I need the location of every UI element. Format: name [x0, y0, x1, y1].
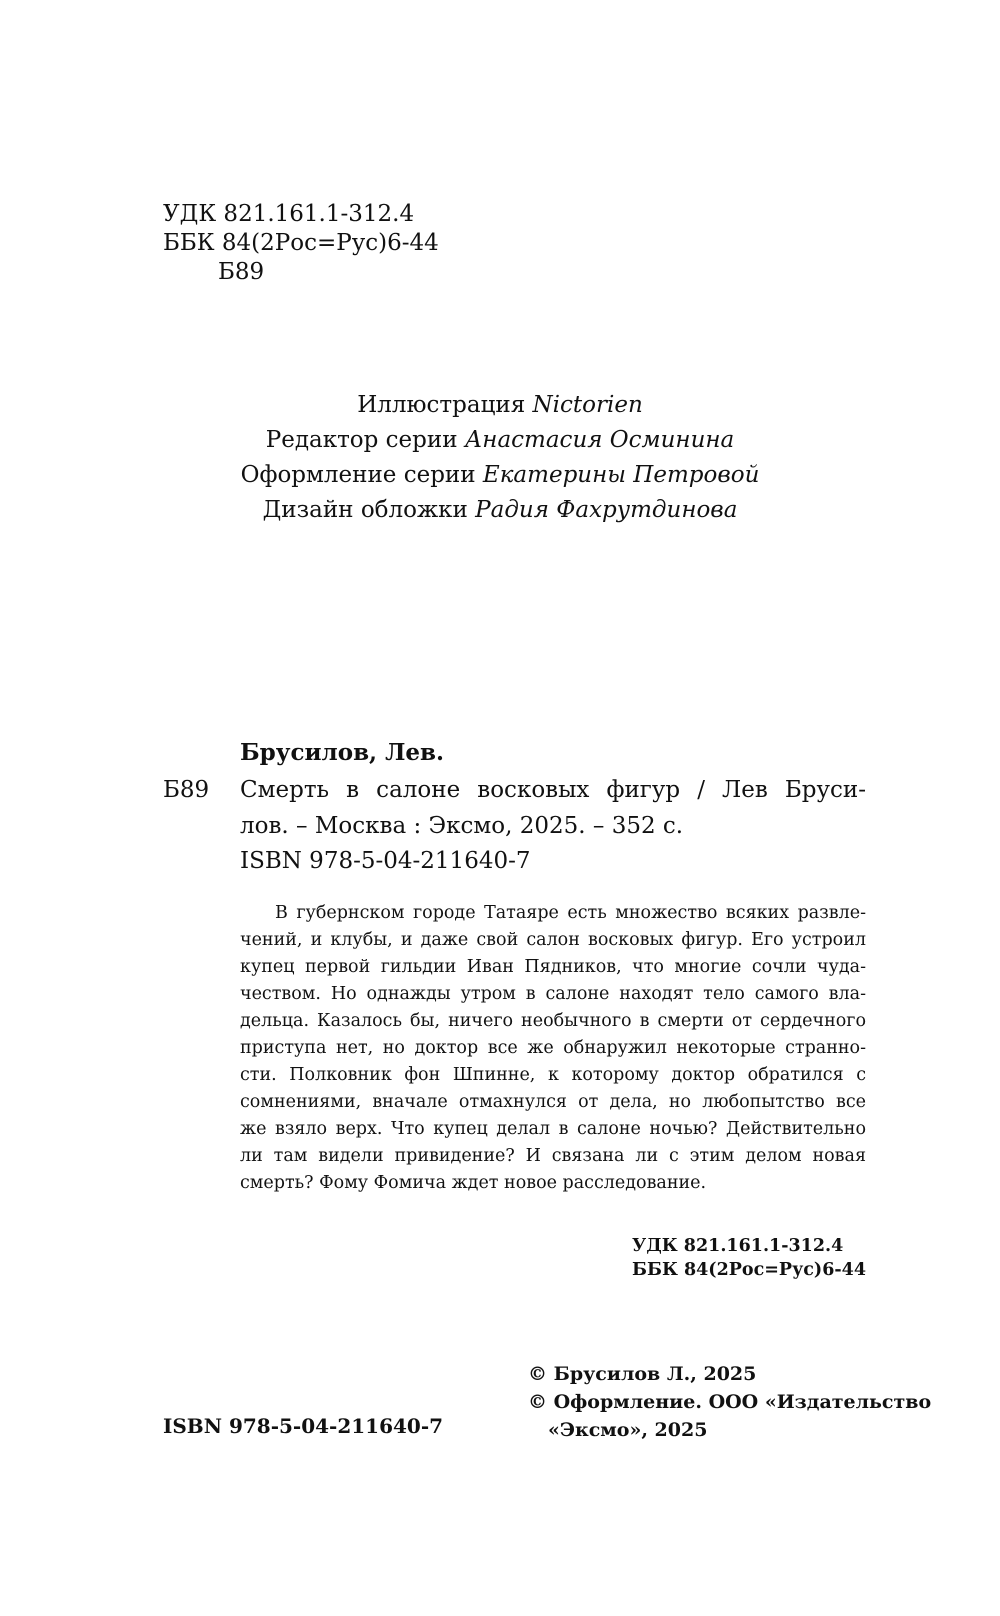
copyright-author: © Брусилов Л., 2025: [528, 1363, 757, 1385]
catalog-author: Брусилов, Лев.: [240, 739, 445, 766]
udk-code: УДК 821.161.1-312.4: [163, 201, 415, 227]
copyright-publisher: «Эксмо», 2025: [548, 1419, 708, 1441]
author-mark: Б89: [218, 259, 265, 285]
catalog-title-line-2: лов. – Москва : Эксмо, 2025. – 352 с.: [240, 813, 684, 839]
credit-cover-design: Дизайн обложки Радия Фахрутдинова: [262, 497, 738, 523]
annotation-line: же взяло верх. Что купец делал в салоне ночью? Действительно: [240, 1119, 866, 1139]
copyright-design: © Оформление. ООО «Издательство: [528, 1391, 932, 1413]
annotation-line: дельца. Казалось бы, ничего необычного в смерти от сердечного: [240, 1011, 866, 1031]
udk-code: УДК 821.161.1-312.4: [632, 1236, 844, 1256]
isbn-bottom: ISBN 978-5-04-211640-7: [163, 1414, 444, 1438]
annotation-line: сомнениями, вначале отмахнулся от дела, но любопытство все: [240, 1092, 866, 1112]
bbk-code: ББК 84(2Рос=Рус)6-44: [163, 230, 439, 256]
annotation-line: В губернском городе Татаяре есть множество всяких развле-: [275, 903, 866, 923]
annotation-line: смерть? Фому Фомича ждет новое расследование.: [240, 1173, 707, 1193]
credit-series-editor: Редактор серии Анастасия Осминина: [265, 427, 735, 453]
annotation-line: ли там видели привидение? И связана ли с этим делом новая: [240, 1146, 866, 1166]
annotation-line: приступа нет, но доктор все же обнаружил некоторые странно-: [240, 1038, 866, 1058]
catalog-title-line-1: Смерть в салоне восковых фигур / Лев Бруси-: [240, 777, 866, 803]
credits-block: [0, 388, 1000, 528]
catalog-isbn: ISBN 978-5-04-211640-7: [240, 848, 531, 874]
annotation-line: чений, и клубы, и даже свой салон восковых фигур. Его устроил: [240, 930, 866, 950]
copyright-block: [528, 1360, 931, 1444]
annotation: [240, 900, 866, 1197]
catalog-code: Б89: [163, 777, 210, 803]
catalog-title: [240, 772, 866, 844]
annotation-line: сти. Полковник фон Шпинне, к которому доктор обратился с: [240, 1065, 866, 1085]
credit-series-design: Оформление серии Екатерины Петровой: [240, 462, 760, 488]
annotation-line: чеством. Но однажды утром в салоне находят тело самого вла-: [240, 984, 866, 1004]
annotation-line: купец первой гильдии Иван Пядников, что многие сочли чуда-: [240, 957, 866, 977]
udk-block-bottom: [632, 1234, 866, 1282]
udk-block-top: [163, 200, 439, 287]
bbk-code: ББК 84(2Рос=Рус)6-44: [632, 1260, 866, 1280]
credit-illustration: Иллюстрация Nictorien: [357, 392, 643, 418]
